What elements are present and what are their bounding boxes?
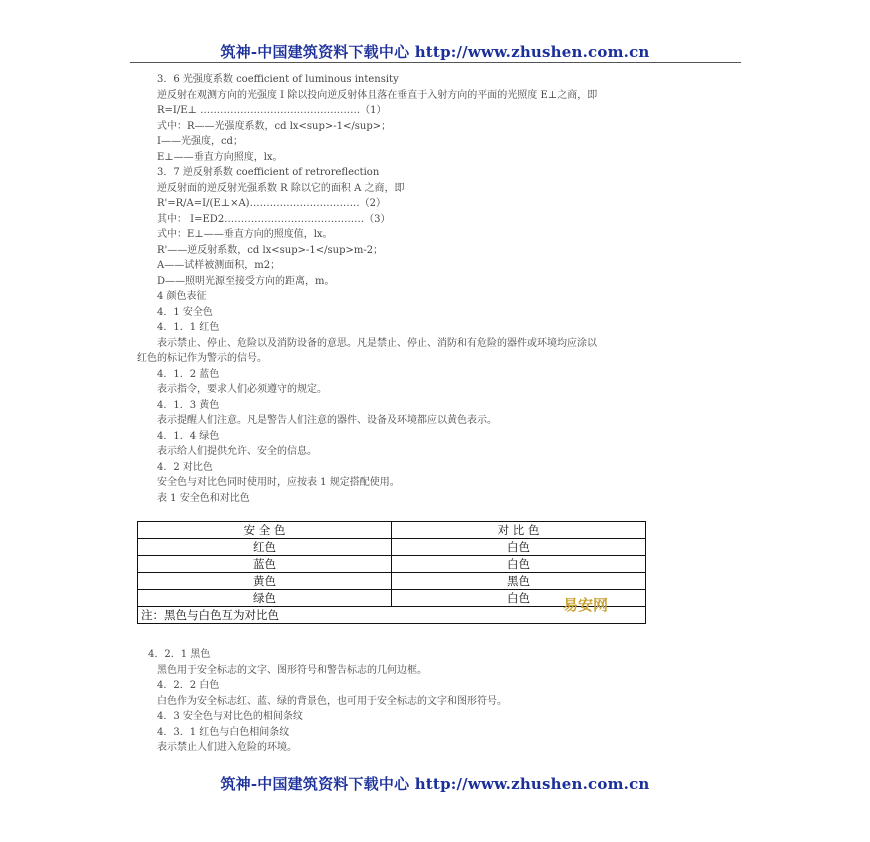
paragraph: I——光强度，cd；	[157, 136, 243, 147]
paragraph: R'——逆反射系数，cd lx<sup>-1</sup>m-2；	[157, 244, 384, 256]
paragraph: 红色的标记作为警示的信号。	[137, 353, 267, 364]
section-heading: 4．2．2 白色	[157, 680, 220, 691]
table-cell: 红色	[138, 539, 392, 556]
section-heading: 3．6 光强度系数 coefficient of luminous intensity	[157, 74, 399, 85]
paragraph: D——照明光源至接受方向的距离，m。	[157, 275, 335, 287]
paragraph: 表示给人们提供允许、安全的信息。	[157, 446, 317, 457]
table-header-cell: 安 全 色	[138, 522, 392, 539]
paragraph: 逆反射面的逆反射光强系数 R 除以它的面积 A 之商，即	[157, 182, 405, 194]
section-heading: 4．1．4 绿色	[157, 430, 220, 442]
paragraph: 表示指令，要求人们必须遵守的规定。	[157, 384, 327, 395]
section-heading: 4．1．1 红色	[157, 322, 220, 333]
document-body-lower	[148, 647, 747, 756]
table-header-row	[138, 522, 646, 539]
table-caption: 表 1 安全色和对比色	[157, 492, 250, 504]
paragraph: E⊥——垂直方向照度，lx。	[157, 151, 283, 163]
paragraph: 表示禁止、停止、危险以及消防设备的意思。凡是禁止、停止、消防和有危险的器件或环境均应涂以	[157, 337, 597, 349]
table-note: 注：黑色与白色互为对比色	[138, 607, 646, 624]
paragraph: 式中：R——光强度系数，cd lx<sup>-1</sup>；	[157, 120, 392, 132]
paragraph: 表示禁止人们进入危险的环境。	[157, 742, 297, 753]
table-cell: 黑色	[392, 573, 646, 590]
paragraph: 安全色与对比色同时使用时，应按表 1 规定搭配使用。	[157, 477, 400, 488]
formula: R'=R/A=I/(E⊥×A)……………………………（2）	[157, 198, 386, 209]
table-cell: 白色	[392, 539, 646, 556]
header-rule	[130, 62, 741, 63]
formula: 其中： I=ED2……………………………………（3）	[157, 213, 391, 225]
section-heading: 4．1．3 黄色	[157, 399, 220, 411]
section-heading: 4．3 安全色与对比色的相间条纹	[157, 711, 303, 722]
paragraph: 白色作为安全标志红、蓝、绿的背景色，也可用于安全标志的文字和图形符号。	[157, 695, 507, 707]
table-cell: 白色	[392, 556, 646, 573]
table-cell: 绿色	[138, 590, 392, 607]
section-heading: 4．2．1 黑色	[148, 649, 211, 660]
section-heading: 4．2 对比色	[157, 461, 213, 473]
paragraph: 逆反射在观测方向的光强度 I 除以投向逆反射体且落在垂直于入射方向的平面的光照度 E⊥之商，即	[157, 89, 598, 101]
table-row	[138, 539, 646, 556]
table-row	[138, 573, 646, 590]
table-cell: 白色	[392, 590, 646, 607]
paragraph: 黑色用于安全标志的文字、图形符号和警告标志的几何边框。	[157, 664, 427, 676]
table-cell: 蓝色	[138, 556, 392, 573]
table-row	[138, 556, 646, 573]
section-heading: 4．1．2 蓝色	[157, 368, 220, 380]
document-body	[137, 72, 747, 506]
paragraph: 式中：E⊥——垂直方向的照度值，lx。	[157, 229, 333, 240]
watermark-logo: 易安网	[563, 596, 609, 614]
section-heading: 4．3．1 红色与白色相间条纹	[157, 726, 290, 738]
paragraph: A——试样被测面积，m2；	[157, 260, 281, 271]
footer-banner: 筑神-中国建筑资料下载中心 http://www.zhushen.com.cn	[220, 775, 650, 793]
formula: R=I/E⊥ …………………………………………（1）	[157, 105, 387, 116]
section-heading: 4．1 安全色	[157, 306, 213, 318]
table-header-cell: 对 比 色	[392, 522, 646, 539]
table-cell: 黄色	[138, 573, 392, 590]
section-heading: 4 颜色表征	[157, 291, 207, 302]
section-heading: 3．7 逆反射系数 coefficient of retroreflection	[157, 167, 380, 178]
header-banner: 筑神-中国建筑资料下载中心 http://www.zhushen.com.cn	[220, 43, 650, 61]
paragraph: 表示提醒人们注意。凡是警告人们注意的器件、设备及环境都应以黄色表示。	[157, 415, 497, 426]
